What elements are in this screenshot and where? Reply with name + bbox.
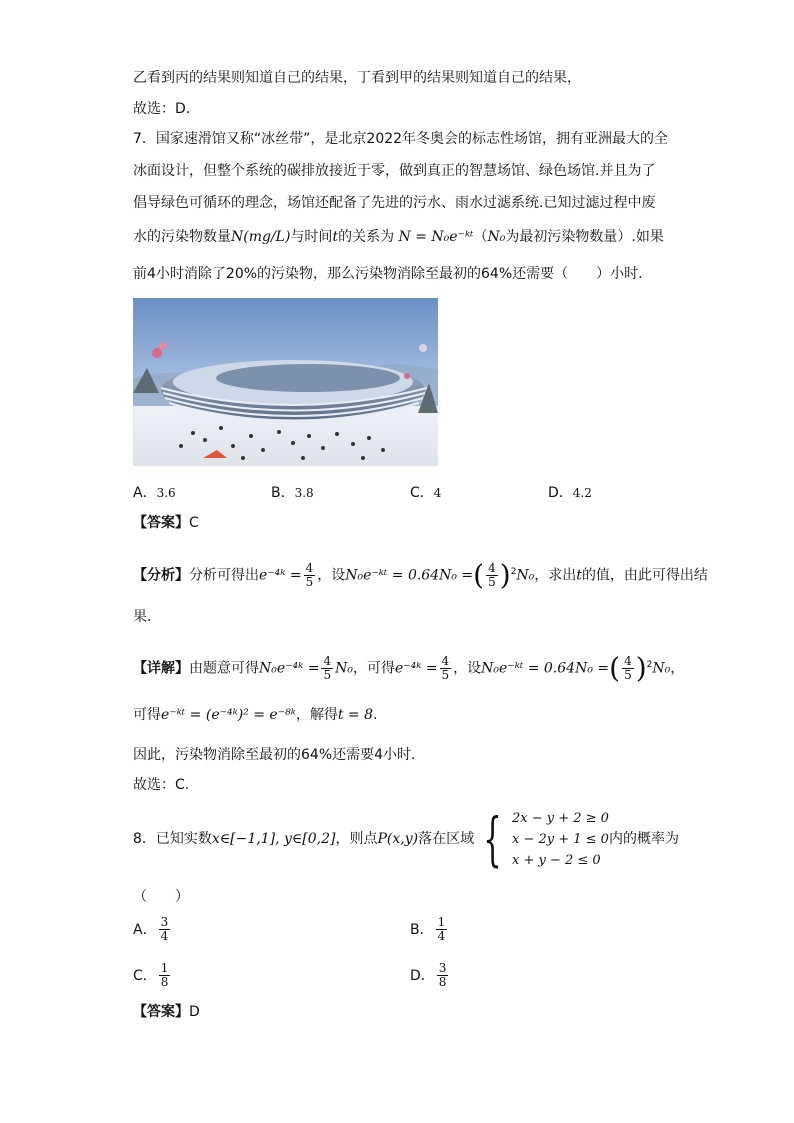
math: N = N₀e⁻ᵏᵗ (398, 229, 474, 245)
option-letter: A． (133, 921, 157, 938)
option-letter: D． (410, 967, 435, 984)
answer-line (133, 513, 199, 533)
text: 8．已知实数 (133, 831, 212, 847)
answer-label: 【答案】 (133, 1004, 189, 1020)
inequality: x − 2y + 1 ≤ 0 (511, 831, 609, 847)
numerator: 4 (488, 561, 496, 576)
text: （ ） (133, 889, 189, 905)
answer-line (133, 1002, 200, 1022)
text: 水的污染物数量 (133, 229, 231, 245)
numerator: 3 (160, 915, 169, 929)
text: 分析可得出 (189, 567, 259, 584)
question-7-line (133, 129, 668, 149)
option-value: 4 (433, 486, 442, 500)
stadium-illustration (133, 298, 438, 466)
text: 落在区域 (418, 831, 475, 847)
denominator: 5 (305, 575, 314, 590)
exponent: 2 (646, 660, 653, 670)
option-letter: D． (548, 485, 573, 501)
option-a (133, 916, 172, 943)
math: t (576, 567, 582, 584)
fraction (622, 655, 634, 682)
denominator: 5 (441, 668, 450, 683)
question-8-line (133, 805, 679, 873)
fraction (486, 562, 498, 589)
text: 可得 (133, 707, 161, 723)
option-value: 4.2 (572, 486, 592, 500)
math: N₀ (487, 229, 506, 245)
text: . (373, 707, 378, 723)
conclusion-line (133, 745, 415, 765)
numerator: 4 (441, 654, 450, 669)
math: N₀ (652, 660, 671, 677)
text: 由题意可得 (189, 660, 259, 677)
denominator: 4 (160, 929, 169, 943)
text-line (133, 99, 190, 119)
fraction (437, 962, 449, 989)
math: e⁻⁴ᵏ = (394, 660, 438, 677)
numerator: 4 (305, 561, 314, 576)
text: ，设 (453, 660, 482, 677)
text: ，设 (317, 567, 346, 584)
text: 的关系为 (338, 229, 395, 245)
denominator: 5 (488, 575, 496, 590)
option-b (271, 483, 314, 503)
paren: ( (609, 651, 621, 685)
text: ，解得 (295, 707, 338, 723)
numerator: 4 (624, 654, 632, 669)
text: 7．国家速滑馆又称“冰丝带”，是北京2022年冬奥会的标志性场馆，拥有亚洲最大的全 (133, 131, 669, 147)
text: （ (473, 229, 488, 245)
paren: ) (635, 651, 647, 685)
denominator: 5 (624, 668, 632, 683)
option-b (410, 916, 449, 943)
option-value: 3.6 (156, 486, 176, 500)
option-letter: B． (271, 485, 295, 501)
conclusion-line (133, 775, 189, 795)
option-value: 3.8 (294, 486, 314, 500)
math: e⁻ᵏᵗ = (e⁻⁴ᵏ)² = e⁻⁸ᵏ (161, 707, 296, 723)
text: 前4小时消除了20%的污染物，那么污染物消除至最初的64%还需要（ ）小时. (133, 266, 643, 282)
math: N₀ (516, 567, 535, 584)
text: ，可得 (352, 660, 395, 677)
fraction (159, 962, 171, 989)
answer-value: C (189, 515, 199, 531)
text: 冰面设计，但整个系统的碳排放接近于零，做到真正的智慧场馆、绿色场馆.并且为了 (133, 163, 656, 179)
option-c (133, 962, 172, 989)
text: 因此，污染物消除至最初的64%还需要4小时. (133, 747, 416, 763)
option-c (410, 483, 441, 503)
answer-value: D (189, 1004, 200, 1020)
inequality: 2x − y + 2 ≥ 0 (511, 810, 609, 826)
text: 乙看到丙的结果则知道自己的结果，丁看到甲的结果则知道自己的结果， (133, 70, 581, 86)
text-line (133, 68, 581, 88)
math: t = 8 (337, 707, 373, 723)
numerator: 1 (160, 961, 169, 975)
exponent: 2 (510, 567, 517, 577)
option-d (410, 962, 450, 989)
text: ，求出 (534, 567, 577, 584)
question-7-line (133, 193, 655, 213)
text: 与时间 (290, 229, 333, 245)
text: ，则点 (335, 831, 378, 847)
text: 内的概率为 (608, 831, 679, 847)
solution-line (133, 650, 684, 684)
fraction (159, 916, 171, 943)
fraction (436, 916, 448, 943)
analysis-label: 【分析】 (133, 567, 189, 584)
brace: { (483, 805, 502, 873)
inequality-system (474, 805, 609, 873)
math: e⁻⁴ᵏ = (259, 567, 302, 584)
stadium-photo (133, 298, 438, 466)
text: 故选：D. (133, 101, 191, 117)
question-7-line (133, 161, 655, 181)
option-a (133, 483, 176, 503)
option-letter: C． (410, 485, 434, 501)
text: 为最初污染物数量）.如果 (505, 229, 664, 245)
option-d (548, 483, 592, 503)
solution-label: 【详解】 (133, 660, 189, 677)
inequality-rows (512, 808, 609, 871)
analysis-line (133, 557, 708, 591)
inequality: x + y − 2 ≤ 0 (511, 852, 601, 868)
math: P(x,y) (377, 831, 419, 847)
text: ， (670, 660, 685, 677)
math: N₀e⁻ᵏᵗ = 0.64N₀ = (481, 660, 610, 677)
question-8-paren (133, 887, 189, 907)
question-7-line (133, 264, 643, 284)
fraction (440, 655, 452, 682)
math: N₀e⁻ᵏᵗ = 0.64N₀ = (345, 567, 474, 584)
math: N₀ (335, 660, 353, 677)
math: N₀e⁻⁴ᵏ = (259, 660, 320, 677)
fraction (321, 655, 333, 682)
math: N(mg/L) (231, 229, 291, 245)
text: 故选：C. (133, 777, 190, 793)
question-7-line (133, 227, 664, 247)
solution-line (133, 705, 377, 725)
option-letter: A． (133, 485, 157, 501)
numerator: 4 (323, 654, 332, 669)
denominator: 8 (438, 975, 447, 989)
paren: ) (499, 558, 511, 592)
text: 的值，由此可得出结 (581, 567, 708, 584)
denominator: 4 (437, 929, 446, 943)
text: 果. (133, 609, 152, 625)
answer-label: 【答案】 (133, 515, 189, 531)
paren: ( (473, 558, 485, 592)
math: t (332, 229, 339, 245)
denominator: 8 (160, 975, 169, 989)
numerator: 3 (438, 961, 447, 975)
denominator: 5 (323, 668, 332, 683)
fraction (304, 562, 316, 589)
math: x∈[−1,1], y∈[0,2] (211, 831, 336, 847)
option-letter: C． (133, 967, 157, 984)
analysis-line (133, 607, 151, 627)
option-letter: B． (410, 921, 434, 938)
text: 倡导绿色可循环的理念，场馆还配备了先进的污水、雨水过滤系统.已知过滤过程中废 (133, 195, 656, 211)
numerator: 1 (437, 915, 446, 929)
